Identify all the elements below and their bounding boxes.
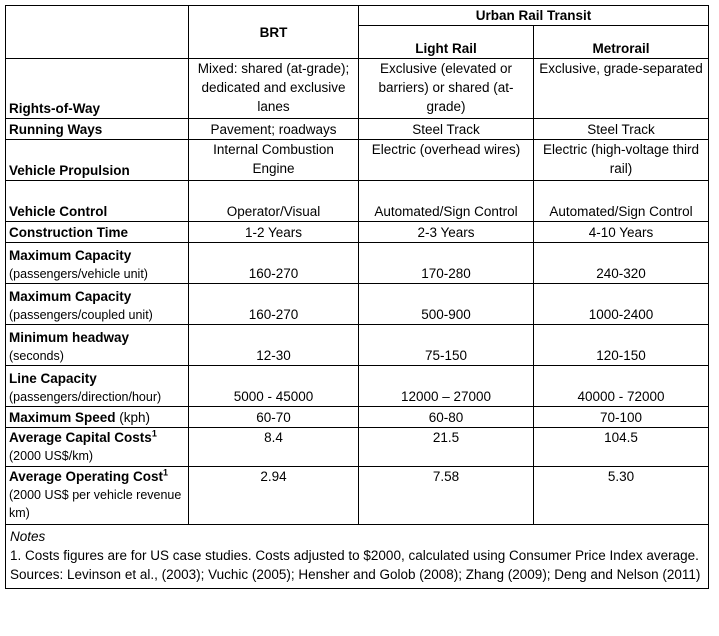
- table-row: [6, 284, 709, 325]
- notes-cell: [6, 525, 709, 589]
- cell-brt: 8.4: [189, 428, 359, 467]
- cell-metrorail: 40000 - 72000: [534, 366, 709, 407]
- cell-metrorail: 5.30: [534, 467, 709, 525]
- table-row: [6, 428, 709, 467]
- transit-comparison-table: [5, 5, 709, 589]
- row-label: Maximum Capacity: [9, 248, 132, 263]
- row-label-unit: (kph): [119, 410, 151, 425]
- row-label: Running Ways: [6, 119, 189, 140]
- header-urban-rail-group: Urban Rail Transit: [359, 6, 709, 26]
- cell-light-rail: Steel Track: [359, 119, 534, 140]
- row-label: Maximum Capacity: [9, 289, 132, 304]
- row-label-cell: [6, 243, 189, 284]
- cell-metrorail: 4-10 Years: [534, 222, 709, 243]
- cell-brt: 1-2 Years: [189, 222, 359, 243]
- row-sublabel: (passengers/direction/hour): [9, 390, 162, 404]
- cell-brt: 12-30: [189, 325, 359, 366]
- table-row: [6, 243, 709, 284]
- comparison-table-container: [5, 5, 709, 589]
- row-label-cell: [6, 407, 189, 428]
- cell-metrorail: Electric (high-voltage third rail): [534, 140, 709, 181]
- table-row: [6, 140, 709, 181]
- cell-light-rail: 500-900: [359, 284, 534, 325]
- footnote-marker: 1: [163, 467, 169, 478]
- table-row: [6, 467, 709, 525]
- table-row: [6, 366, 709, 407]
- cell-brt: 2.94: [189, 467, 359, 525]
- cell-brt: Pavement; roadways: [189, 119, 359, 140]
- notes-sources: Sources: Levinson et al., (2003); Vuchic (2005); Hensher and Golob (2008); Zhang (2009); Deng and Nelson (2011): [10, 567, 701, 582]
- corner-cell: [6, 6, 189, 59]
- row-label-cell: [6, 428, 189, 467]
- table-row: [6, 325, 709, 366]
- cell-metrorail: 1000-2400: [534, 284, 709, 325]
- cell-brt: 60-70: [189, 407, 359, 428]
- table-row: [6, 407, 709, 428]
- cell-metrorail: 104.5: [534, 428, 709, 467]
- cell-brt: Internal Combustion Engine: [189, 140, 359, 181]
- cell-metrorail: Steel Track: [534, 119, 709, 140]
- cell-light-rail: 75-150: [359, 325, 534, 366]
- row-label-cell: [6, 284, 189, 325]
- notes-row: [6, 525, 709, 589]
- header-brt: BRT: [189, 6, 359, 59]
- cell-metrorail: 240-320: [534, 243, 709, 284]
- row-label: Maximum Speed: [9, 410, 116, 425]
- cell-light-rail: Automated/Sign Control: [359, 181, 534, 222]
- row-label: Construction Time: [6, 222, 189, 243]
- cell-brt: Operator/Visual: [189, 181, 359, 222]
- row-label: Vehicle Control: [6, 181, 189, 222]
- cell-light-rail: Electric (overhead wires): [359, 140, 534, 181]
- row-sublabel: (2000 US$/km): [9, 449, 94, 463]
- cell-metrorail: 120-150: [534, 325, 709, 366]
- row-label: Average Operating Cost: [9, 469, 164, 484]
- table-row: [6, 59, 709, 119]
- cell-metrorail: Automated/Sign Control: [534, 181, 709, 222]
- notes-title: Notes: [10, 529, 46, 544]
- row-sublabel: (2000 US$ per vehicle revenue km): [9, 488, 182, 520]
- table-row: [6, 181, 709, 222]
- table-row: [6, 119, 709, 140]
- row-label-cell: [6, 366, 189, 407]
- row-label: Vehicle Propulsion: [6, 140, 189, 181]
- table-row: [6, 222, 709, 243]
- cell-light-rail: 21.5: [359, 428, 534, 467]
- header-light-rail: Light Rail: [359, 26, 534, 59]
- cell-metrorail: 70-100: [534, 407, 709, 428]
- cell-light-rail: 12000 – 27000: [359, 366, 534, 407]
- cell-brt: 160-270: [189, 284, 359, 325]
- row-label-cell: [6, 325, 189, 366]
- row-label: Line Capacity: [9, 371, 97, 386]
- cell-light-rail: 170-280: [359, 243, 534, 284]
- row-label: Minimum headway: [9, 330, 130, 345]
- cell-light-rail: 60-80: [359, 407, 534, 428]
- row-label: Rights-of-Way: [6, 59, 189, 119]
- row-label: Average Capital Costs: [9, 430, 152, 445]
- row-sublabel: (seconds): [9, 349, 64, 363]
- cell-metrorail: Exclusive, grade-separated: [534, 59, 709, 119]
- row-sublabel: (passengers/vehicle unit): [9, 267, 148, 281]
- row-sublabel: (passengers/coupled unit): [9, 308, 153, 322]
- notes-footnote-1: 1. Costs figures are for US case studies. Costs adjusted to $2000, calculated using Consumer Price Index average.: [10, 548, 699, 563]
- cell-light-rail: 2-3 Years: [359, 222, 534, 243]
- footnote-marker: 1: [151, 428, 157, 439]
- row-label-cell: [6, 467, 189, 525]
- cell-brt: 5000 - 45000: [189, 366, 359, 407]
- cell-light-rail: Exclusive (elevated or barriers) or shared (at-grade): [359, 59, 534, 119]
- cell-brt: 160-270: [189, 243, 359, 284]
- cell-brt: Mixed: shared (at-grade); dedicated and exclusive lanes: [189, 59, 359, 119]
- header-metrorail: Metrorail: [534, 26, 709, 59]
- cell-light-rail: 7.58: [359, 467, 534, 525]
